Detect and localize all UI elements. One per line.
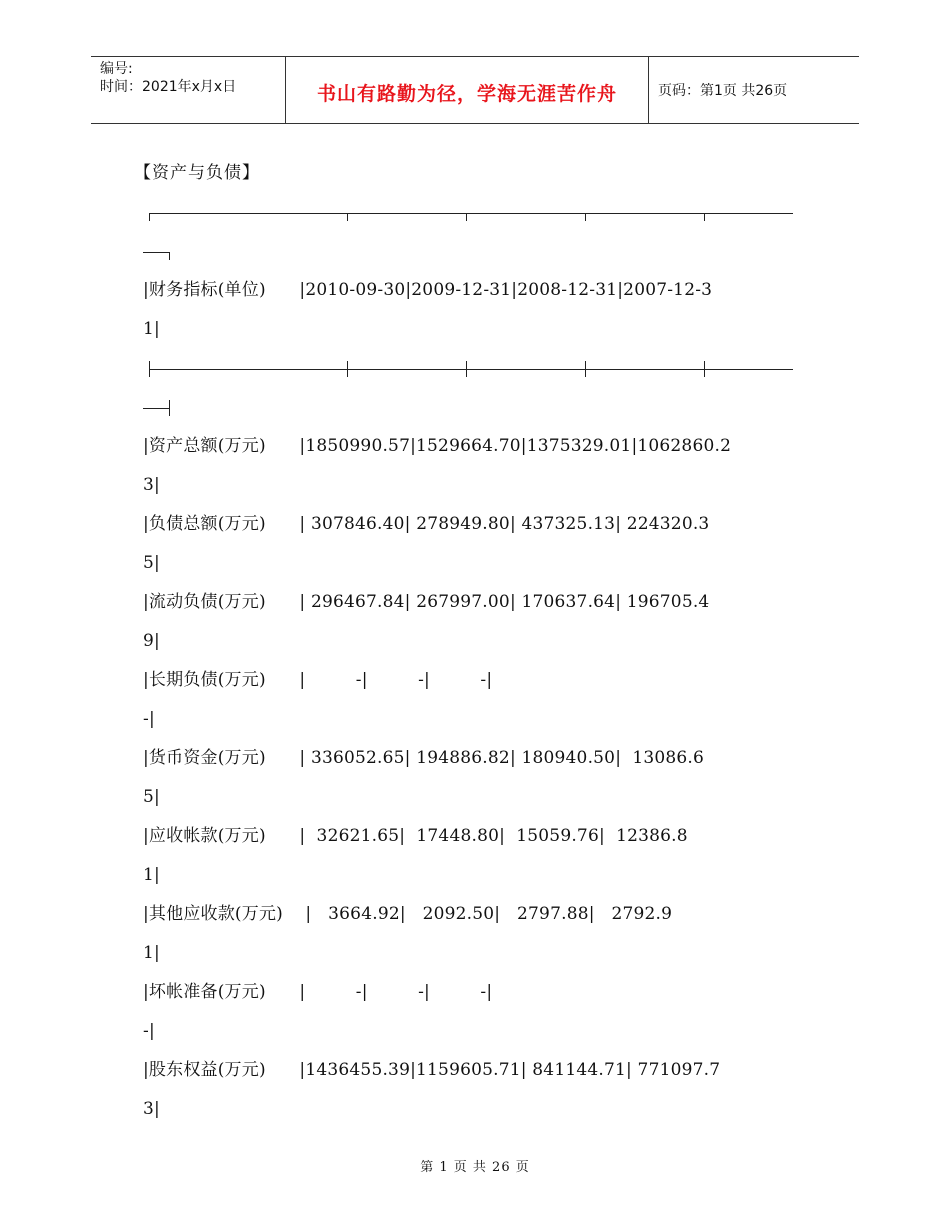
table-row-wrap: 1|	[143, 865, 160, 885]
table-row-wrap: 3|	[143, 475, 160, 495]
table-row-shareholders-equity: |股东权益(万元) |1436455.39|1159605.71| 841144.71| 771097.7	[143, 1060, 721, 1080]
table-row-wrap: 9|	[143, 631, 160, 651]
page-info-text: 页码：第1页 共26页	[658, 83, 788, 99]
table-row-other-receivables: |其他应收款(万元) | 3664.92| 2092.50| 2797.88| 2792.9	[143, 904, 673, 924]
table-row-bad-debt-provision: |坏帐准备(万元) | -| -| -|	[143, 982, 493, 1002]
table-row-wrap: -|	[143, 1021, 155, 1041]
table-row-total-liabilities: |负债总额(万元) | 307846.40| 278949.80| 437325.13| 224320.3	[143, 514, 710, 534]
header-meta	[91, 57, 286, 123]
table-row-wrap: 1|	[143, 943, 160, 963]
table-row-long-term-liabilities: |长期负债(万元) | -| -| -|	[143, 670, 493, 690]
header-page-info	[649, 57, 859, 123]
table-header-separator	[143, 349, 823, 388]
document-number-label: 编号:	[100, 61, 133, 77]
table-row-current-liabilities: |流动负债(万元) | 296467.84| 267997.00| 170637.64| 196705.4	[143, 592, 710, 612]
table-row-header-wrap: 1|	[143, 319, 160, 339]
financial-table	[143, 193, 823, 1129]
page-footer	[0, 1156, 950, 1175]
document-time-label: 时间：2021年x月x日	[100, 79, 237, 95]
header-motto-cell	[286, 57, 649, 123]
table-row-total-assets: |资产总额(万元) |1850990.57|1529664.70|1375329.01|1062860.2	[143, 436, 732, 456]
table-row-wrap: 3|	[143, 1099, 160, 1119]
table-row-wrap: -|	[143, 709, 155, 729]
table-top-border	[143, 193, 823, 232]
table-row-header: |财务指标(单位) |2010-09-30|2009-12-31|2008-12-31|2007-12-3	[143, 280, 713, 300]
footer-page-number: 第 1 页 共 26 页	[420, 1160, 530, 1175]
section-title: 【资产与负债】	[134, 163, 260, 183]
table-header-separator-wrap	[143, 388, 823, 427]
table-row-wrap: 5|	[143, 787, 160, 807]
header-motto: 书山有路勤为径，学海无涯苦作舟	[316, 82, 617, 105]
table-row-accounts-receivable: |应收帐款(万元) | 32621.65| 17448.80| 15059.76| 12386.8	[143, 826, 688, 846]
table-top-border-wrap	[143, 232, 823, 271]
table-row-wrap: 5|	[143, 553, 160, 573]
page-header	[91, 56, 859, 124]
table-row-cash: |货币资金(万元) | 336052.65| 194886.82| 180940.50| 13086.6	[143, 748, 705, 768]
